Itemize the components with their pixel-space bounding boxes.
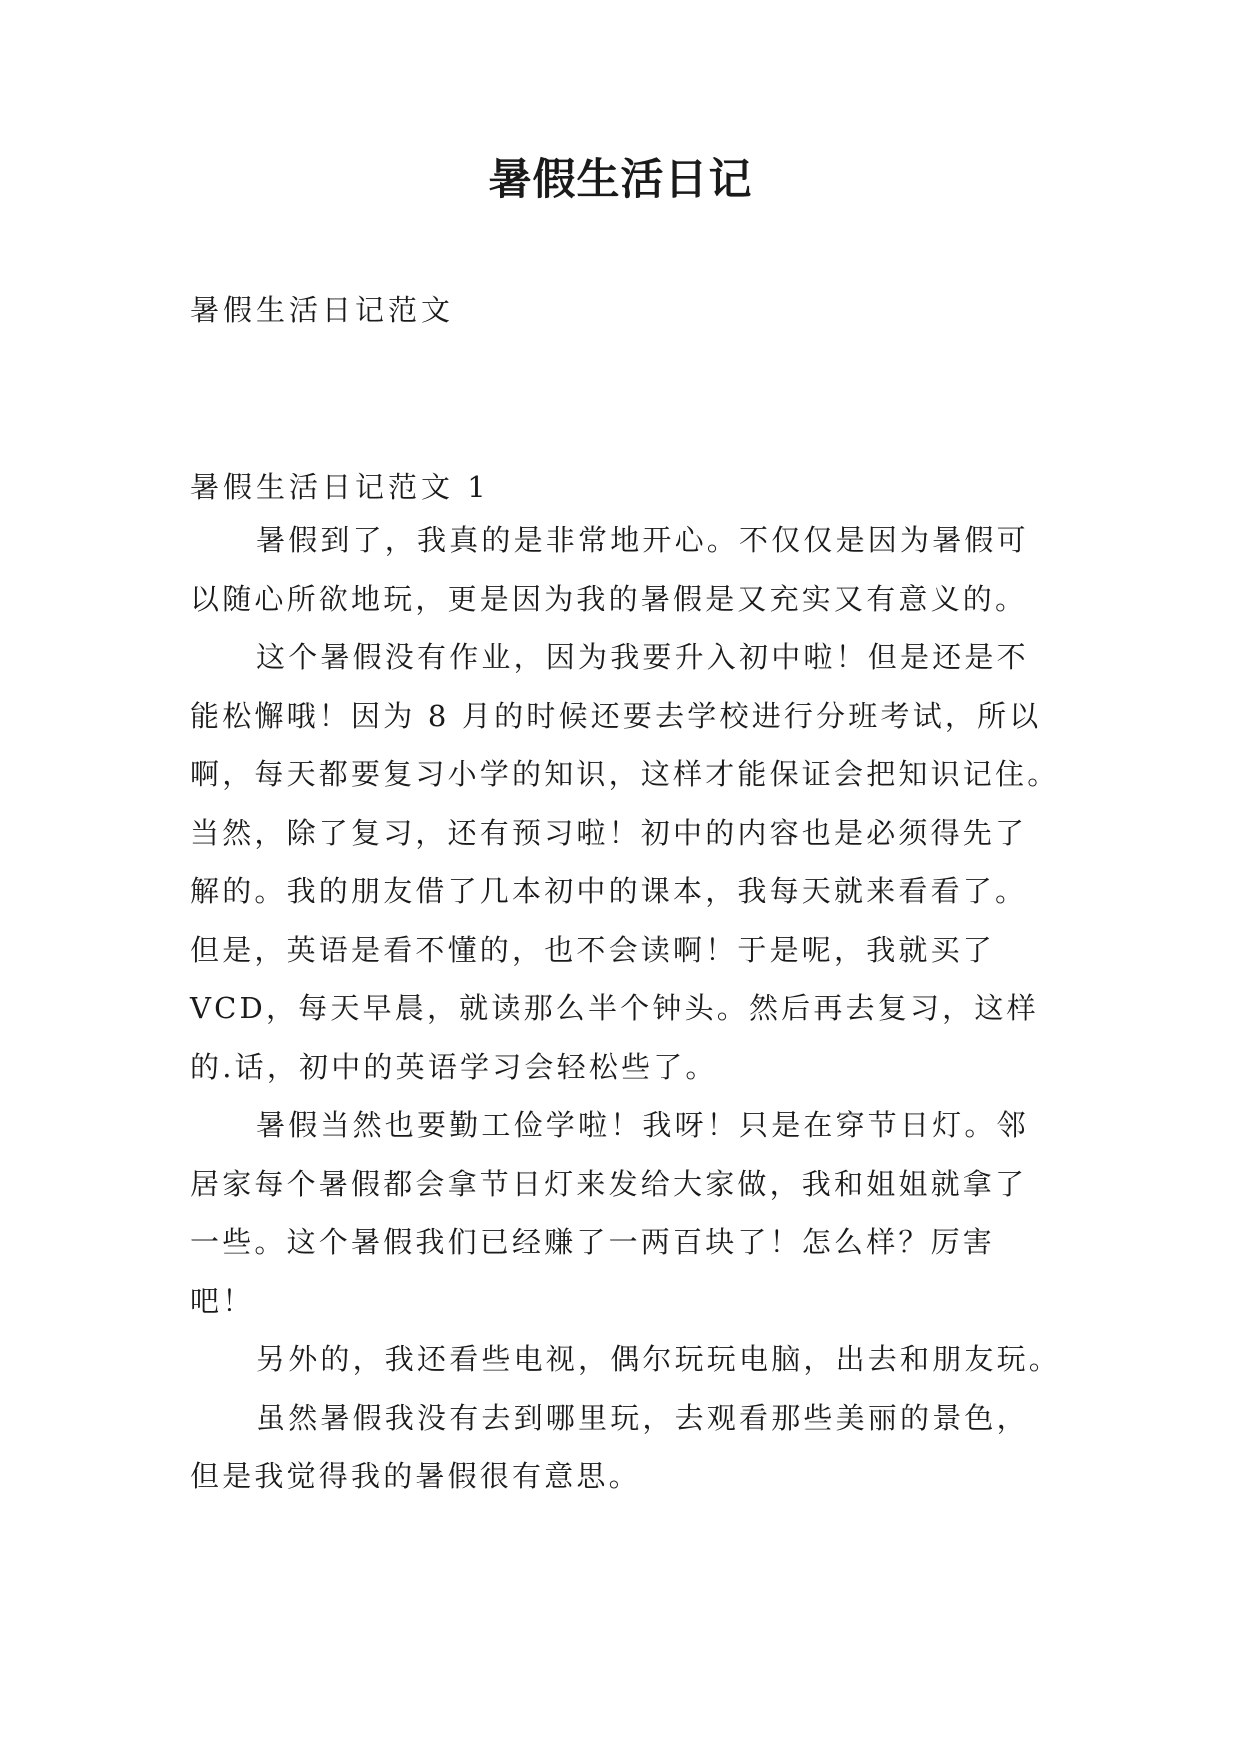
paragraph-line: 吧！ xyxy=(190,1283,255,1318)
section-heading: 暑假生活日记范文 1 xyxy=(190,470,490,504)
paragraph-line: 居家每个暑假都会拿节日灯来发给大家做，我和姐姐就拿了 xyxy=(190,1166,1028,1201)
paragraph-line: 暑假当然也要勤工俭学啦！我呀！只是在穿节日灯。邻 xyxy=(256,1108,1029,1142)
paragraph-1 xyxy=(190,511,1070,628)
paragraph-line: 暑假到了，我真的是非常地开心。不仅仅是因为暑假可 xyxy=(256,523,1029,557)
paragraph-3 xyxy=(190,1096,1070,1330)
paragraph-line: 虽然暑假我没有去到哪里玩，去观看那些美丽的景色， xyxy=(256,1400,1029,1435)
paragraph-line: 以随心所欲地玩，更是因为我的暑假是又充实又有意义的。 xyxy=(190,581,1028,616)
paragraph-line: VCD，每天早晨，就读那么半个钟头。然后再去复习，这样 xyxy=(190,991,1039,1025)
article-body xyxy=(190,465,1070,1506)
paragraph-line: 但是我觉得我的暑假很有意思。 xyxy=(190,1459,641,1493)
paragraph-4 xyxy=(190,1330,1070,1389)
paragraph-2 xyxy=(190,628,1070,1096)
paragraph-line: 啊，每天都要复习小学的知识，这样才能保证会把知识记住。 xyxy=(190,757,1060,791)
document-title: 暑假生活日记 xyxy=(488,155,753,205)
paragraph-line: 能松懈哦！因为 8 月的时候还要去学校进行分班考试，所以 xyxy=(190,698,1042,733)
document-subtitle: 暑假生活日记范文 xyxy=(190,293,455,327)
paragraph-line: 这个暑假没有作业，因为我要升入初中啦！但是还是不 xyxy=(256,640,1029,674)
paragraph-line: 当然，除了复习，还有预习啦！初中的内容也是必须得先了 xyxy=(190,815,1028,850)
paragraph-line: 解的。我的朋友借了几本初中的课本，我每天就来看看了。 xyxy=(190,874,1028,908)
paragraph-line: 一些。这个暑假我们已经赚了一两百块了！怎么样？厉害 xyxy=(190,1225,996,1259)
paragraph-5 xyxy=(190,1389,1070,1506)
paragraph-line: 另外的，我还看些电视，偶尔玩玩电脑，出去和朋友玩。 xyxy=(256,1342,1062,1376)
paragraph-line: 的.话，初中的英语学习会轻松些了。 xyxy=(190,1049,718,1084)
paragraph-line: 但是，英语是看不懂的，也不会读啊！于是呢，我就买了 xyxy=(190,932,996,967)
